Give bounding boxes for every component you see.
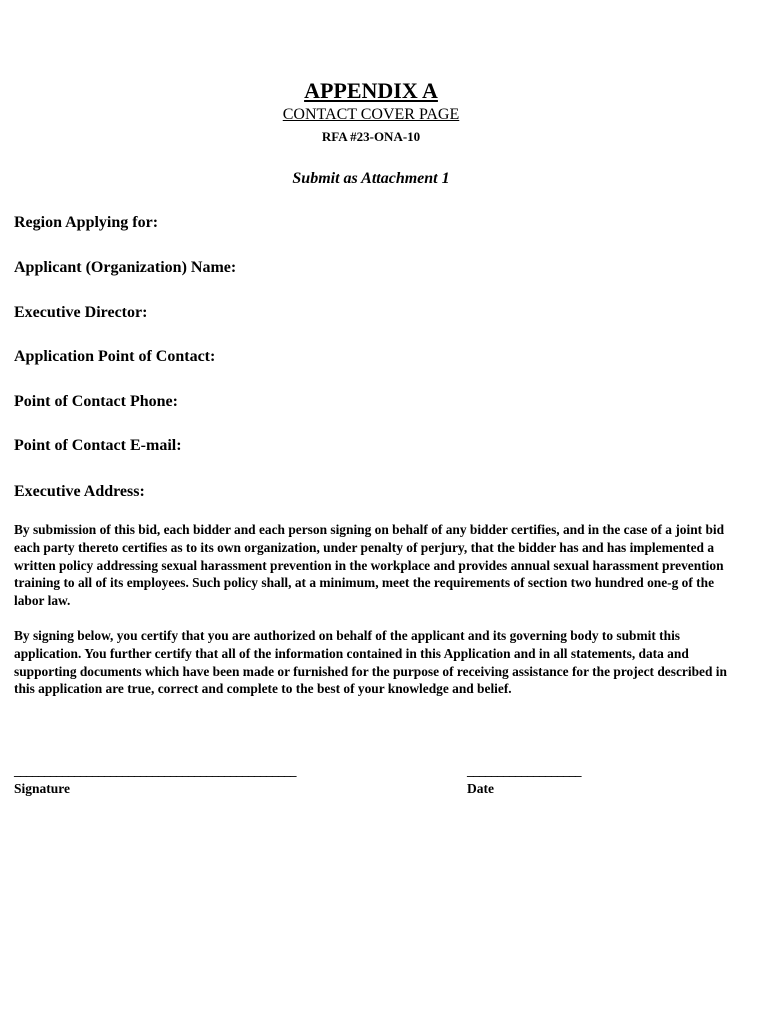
date-line: ___________________: [467, 763, 581, 778]
signature-line: _______________________________________________: [14, 763, 296, 778]
field-contact-phone: Point of Contact Phone:: [14, 393, 178, 410]
field-contact-email: Point of Contact E-mail:: [14, 437, 182, 454]
attachment-note: Submit as Attachment 1: [292, 170, 450, 187]
field-applicant-name: Applicant (Organization) Name:: [14, 259, 237, 276]
page-subtitle: CONTACT COVER PAGE: [282, 106, 460, 123]
field-point-of-contact: Application Point of Contact:: [14, 348, 216, 365]
signature-label: Signature: [14, 781, 71, 796]
field-executive-address: Executive Address:: [14, 483, 145, 500]
rfa-number: RFA #23-ONA-10: [321, 129, 421, 144]
date-label: Date: [467, 781, 494, 796]
field-region: Region Applying for:: [14, 214, 159, 231]
page-title: APPENDIX A: [304, 78, 438, 103]
field-executive-director: Executive Director:: [14, 304, 148, 321]
authorization-paragraph: By signing below, you certify that you are authorized on behalf of the applicant and its governing body to submit this application. You further certify that all of the information contained in this Application and in all statements, data and supporting documents which have been made or furnished for the purpose of receiving assistance for the project described in this application are true, correct and complete to the best of your knowledge and belief.: [14, 628, 727, 697]
certification-paragraph: By submission of this bid, each bidder and each person signing on behalf of any bidder certifies, and in the case of a joint bid each party thereto certifies as to its own organization, under penalty of perjury, that the bidder has and has implemented a written policy addressing sexual harassment prevention in the workplace and provides annual sexual harassment prevention training to all of its employees. Such policy shall, at a minimum, meet the requirements of section two hundred one-g of the labor law.: [14, 522, 725, 609]
